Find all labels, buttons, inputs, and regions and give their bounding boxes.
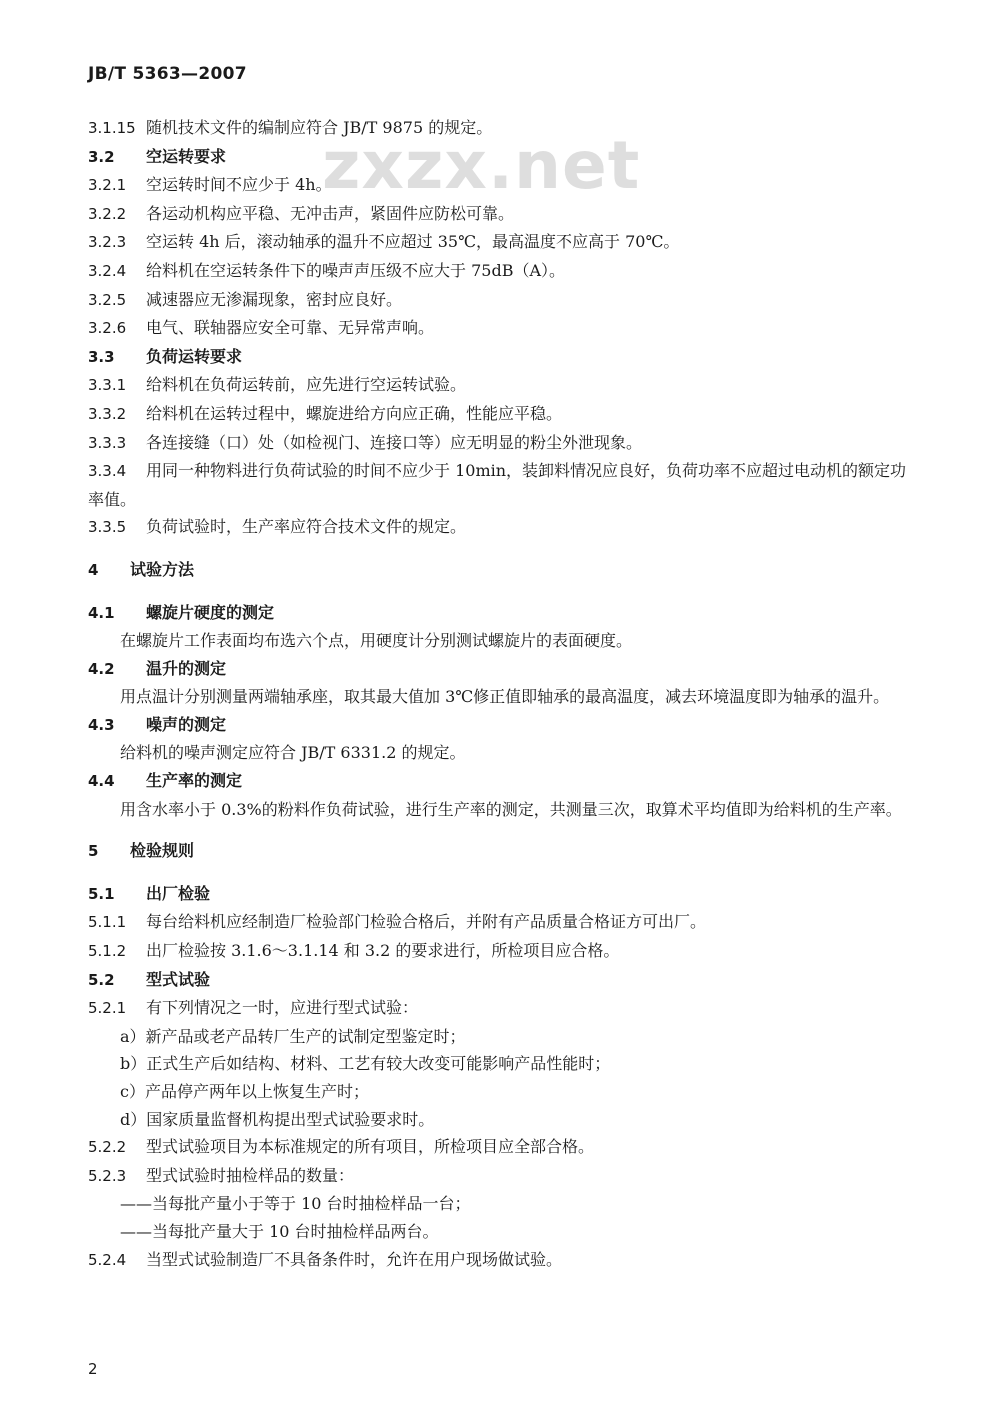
standard-number: JB/T 5363—2007 bbox=[88, 64, 247, 84]
list-item: c）产品停产两年以上恢复生产时； bbox=[120, 1082, 369, 1101]
clause bbox=[88, 429, 918, 458]
clause-number: 5.2.2 bbox=[88, 1138, 127, 1157]
section-number: 5.1 bbox=[88, 884, 115, 903]
section-title: 试验方法 bbox=[130, 559, 195, 579]
list-item: ——当每批产量大于 10 台时抽检样品两台。 bbox=[120, 1221, 439, 1241]
section-number: 3.3 bbox=[88, 347, 115, 366]
list-item: b）正式生产后如结构、材料、工艺有较大改变可能影响产品性能时； bbox=[120, 1054, 611, 1074]
clause bbox=[88, 1133, 918, 1162]
clause-number: 3.3.1 bbox=[88, 376, 127, 395]
section-gap bbox=[88, 585, 918, 599]
section-number: 5 bbox=[88, 842, 99, 861]
list-item: d）国家质量监督机构提出型式试验要求时。 bbox=[120, 1109, 435, 1129]
section-title: 螺旋片硬度的测定 bbox=[146, 602, 275, 622]
section-number: 3.2 bbox=[88, 147, 115, 166]
section-heading bbox=[88, 767, 918, 796]
clause-number: 3.2.1 bbox=[88, 176, 127, 195]
document-body bbox=[88, 114, 918, 1274]
clause bbox=[88, 937, 918, 966]
clause-text: 出厂检验按 3.1.6～3.1.14 和 3.2 的要求进行，所检项目应合格。 bbox=[146, 941, 620, 961]
clause-text: 空运转 4h 后，滚动轴承的温升不应超过 35℃，最高温度不应高于 70℃。 bbox=[146, 232, 680, 252]
clause bbox=[88, 400, 918, 429]
section-gap bbox=[88, 823, 918, 837]
clause-text: 型式试验时抽检样品的数量： bbox=[146, 1165, 355, 1185]
clause-number: 3.2.5 bbox=[88, 290, 127, 309]
section-heading bbox=[88, 655, 918, 684]
clause-number: 3.3.5 bbox=[88, 518, 127, 537]
section-heading bbox=[88, 599, 918, 628]
section-number: 4 bbox=[88, 560, 99, 579]
list-item: ——当每批产量小于等于 10 台时抽检样品一台； bbox=[120, 1194, 471, 1214]
clause-number: 5.2.3 bbox=[88, 1166, 127, 1185]
section-title: 型式试验 bbox=[146, 969, 211, 989]
clause bbox=[88, 200, 918, 229]
clause-text: 负荷试验时，生产率应符合技术文件的规定。 bbox=[146, 517, 467, 537]
section-heading bbox=[88, 143, 918, 172]
clause-text: 给料机在负荷运转前，应先进行空运转试验。 bbox=[146, 375, 467, 395]
clause-text: 给料机在空运转条件下的噪声声压级不应大于 75dB（A）。 bbox=[146, 260, 566, 280]
section-heading bbox=[88, 837, 918, 866]
section-gap bbox=[88, 866, 918, 880]
clause bbox=[88, 371, 918, 400]
section-heading bbox=[88, 343, 918, 372]
clause-text: 每台给料机应经制造厂检验部门检验合格后，并附有产品质量合格证方可出厂。 bbox=[146, 912, 707, 932]
clause-text: 随机技术文件的编制应符合 JB/T 9875 的规定。 bbox=[146, 118, 493, 137]
section-number: 4.4 bbox=[88, 772, 115, 791]
clause bbox=[88, 228, 918, 257]
clause bbox=[88, 314, 918, 343]
clause bbox=[88, 1246, 918, 1275]
clause-text: 各运动机构应平稳、无冲击声，紧固件应防松可靠。 bbox=[146, 203, 515, 223]
list-item: a）新产品或老产品转厂生产的试制定型鉴定时； bbox=[120, 1026, 466, 1046]
section-title: 出厂检验 bbox=[146, 883, 211, 903]
clause bbox=[88, 908, 918, 937]
clause-text: 型式试验项目为本标准规定的所有项目，所检项目应全部合格。 bbox=[146, 1137, 595, 1157]
clause-number: 3.2.2 bbox=[88, 204, 127, 223]
clause-number: 3.1.15 bbox=[88, 119, 136, 137]
section-title: 空运转要求 bbox=[146, 146, 227, 166]
clause-number: 5.2.4 bbox=[88, 1250, 127, 1269]
clause bbox=[88, 994, 918, 1023]
clause-number: 3.2.3 bbox=[88, 233, 127, 252]
clause-number: 5.2.1 bbox=[88, 999, 127, 1018]
section-title: 噪声的测定 bbox=[146, 714, 227, 734]
clause bbox=[88, 286, 918, 315]
clause bbox=[88, 513, 918, 542]
section-title: 负荷运转要求 bbox=[146, 346, 243, 366]
clause-number: 3.3.4 bbox=[88, 462, 127, 481]
section-title: 生产率的测定 bbox=[146, 771, 243, 791]
clause bbox=[88, 1162, 918, 1191]
clause bbox=[88, 257, 918, 286]
clause bbox=[88, 457, 918, 513]
section-gap bbox=[88, 542, 918, 556]
section-title: 温升的测定 bbox=[146, 658, 227, 678]
clause-text: 各连接缝（口）处（如检视门、连接口等）应无明显的粉尘外泄现象。 bbox=[146, 432, 643, 452]
paragraph: 用点温计分别测量两端轴承座，取其最大值加 3℃修正值即轴承的最高温度，减去环境温度即为轴承的温升。 bbox=[120, 687, 890, 707]
section-heading bbox=[88, 966, 918, 995]
clause bbox=[88, 114, 918, 143]
clause-text: 用同一种物料进行负荷试验的时间不应少于 10min，装卸料情况应良好，负荷功率不应超过电动机的额定功率值。 bbox=[88, 461, 907, 509]
clause-number: 3.3.2 bbox=[88, 404, 127, 423]
section-heading bbox=[88, 556, 918, 585]
page-number: 2 bbox=[88, 1360, 98, 1378]
section-title: 检验规则 bbox=[130, 841, 195, 861]
section-number: 5.2 bbox=[88, 970, 115, 989]
clause-number: 3.2.4 bbox=[88, 261, 127, 280]
clause-text: 电气、联轴器应安全可靠、无异常声响。 bbox=[146, 318, 435, 338]
clause-text: 有下列情况之一时，应进行型式试验： bbox=[146, 998, 419, 1018]
clause-text: 给料机在运转过程中，螺旋进给方向应正确，性能应平稳。 bbox=[146, 403, 563, 423]
section-number: 4.3 bbox=[88, 715, 115, 734]
watermark-text: zxzx.net bbox=[322, 127, 641, 204]
clause-text: 空运转时间不应少于 4h。 bbox=[146, 175, 332, 195]
clause-number: 3.3.3 bbox=[88, 433, 127, 452]
section-number: 4.1 bbox=[88, 603, 115, 622]
clause-number: 3.2.6 bbox=[88, 319, 127, 338]
paragraph: 给料机的噪声测定应符合 JB/T 6331.2 的规定。 bbox=[120, 743, 466, 763]
clause-text: 当型式试验制造厂不具备条件时，允许在用户现场做试验。 bbox=[146, 1249, 563, 1269]
clause bbox=[88, 171, 918, 200]
clause-number: 5.1.2 bbox=[88, 942, 127, 961]
section-heading bbox=[88, 711, 918, 740]
clause-text: 减速器应无渗漏现象，密封应良好。 bbox=[146, 289, 403, 309]
paragraph: 在螺旋片工作表面均布选六个点，用硬度计分别测试螺旋片的表面硬度。 bbox=[120, 631, 633, 651]
section-heading bbox=[88, 880, 918, 909]
paragraph: 用含水率小于 0.3%的粉料作负荷试验，进行生产率的测定，共测量三次，取算术平均值即为给料机的生产率。 bbox=[120, 799, 902, 819]
section-number: 4.2 bbox=[88, 659, 115, 678]
clause-number: 5.1.1 bbox=[88, 913, 127, 932]
